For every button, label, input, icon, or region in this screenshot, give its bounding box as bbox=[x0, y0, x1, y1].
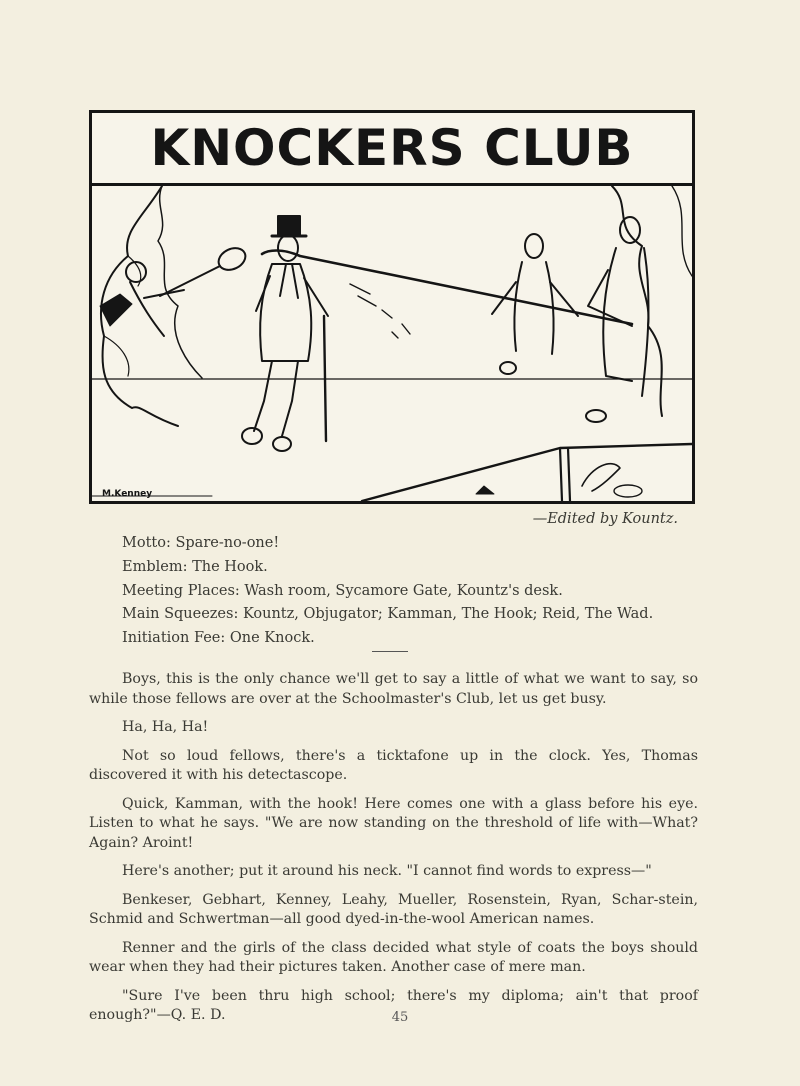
stage-edge bbox=[362, 444, 692, 501]
illustration-frame bbox=[89, 110, 695, 504]
paragraph: Boys, this is the only chance we'll get to say a little of what we want to say, so while those fellows are over at the Schoolmaster's Club, let us get busy. bbox=[89, 671, 698, 707]
title-band bbox=[92, 113, 692, 186]
artist-signature: M.Kenney bbox=[102, 489, 153, 499]
cane bbox=[324, 316, 326, 441]
left-hook-head bbox=[215, 244, 249, 274]
page-title: KNOCKERS CLUB bbox=[150, 119, 634, 177]
main-squeezes-line: Main Squeezes: Kountz, Objugator; Kamman, The Hook; Reid, The Wad. bbox=[122, 606, 654, 623]
paragraph: Not so loud fellows, there's a ticktafone up in the clock. Yes, Thomas discovered it with his detectascope. bbox=[89, 747, 698, 783]
emblem-line: Emblem: The Hook. bbox=[122, 558, 268, 575]
page-number: 45 bbox=[391, 1010, 409, 1025]
initiation-fee-line: Initiation Fee: One Knock. bbox=[122, 630, 315, 647]
right-figures bbox=[492, 217, 648, 422]
club-info bbox=[122, 532, 653, 651]
motto-line: Motto: Spare-no-one! bbox=[122, 535, 280, 551]
paragraph: Here's another; put it around his neck. "I cannot find words to express—" bbox=[122, 863, 652, 879]
paragraph: Ha, Ha, Ha! bbox=[122, 719, 209, 735]
body-text bbox=[89, 670, 698, 1035]
cartoon-illustration bbox=[92, 186, 692, 501]
meeting-places-line: Meeting Places: Wash room, Sycamore Gate, Kountz's desk. bbox=[122, 582, 563, 599]
paragraph: Benkeser, Gebhart, Kenney, Leahy, Mueller, Rosenstein, Ryan, Schar-stein, Schmid and Schwertman—all good dyed-in-the-wool American names. bbox=[89, 891, 698, 927]
left-hook-pole bbox=[160, 266, 220, 296]
editor-credit: —Edited by Kountz. bbox=[532, 511, 678, 527]
paragraph: Renner and the girls of the class decided what style of coats the boys should wear when they had their pictures taken. Another case of mere man. bbox=[89, 939, 698, 975]
divider bbox=[372, 651, 408, 652]
paragraph: Quick, Kamman, with the hook! Here comes one with a glass before his eye. Listen to what he says. "We are now standing on the threshold of life with—What? Again? Aroint! bbox=[89, 795, 698, 851]
paragraph: "Sure I've been thru high school; there's my diploma; ain't that proof enough?"—Q. E. D. bbox=[89, 987, 698, 1023]
